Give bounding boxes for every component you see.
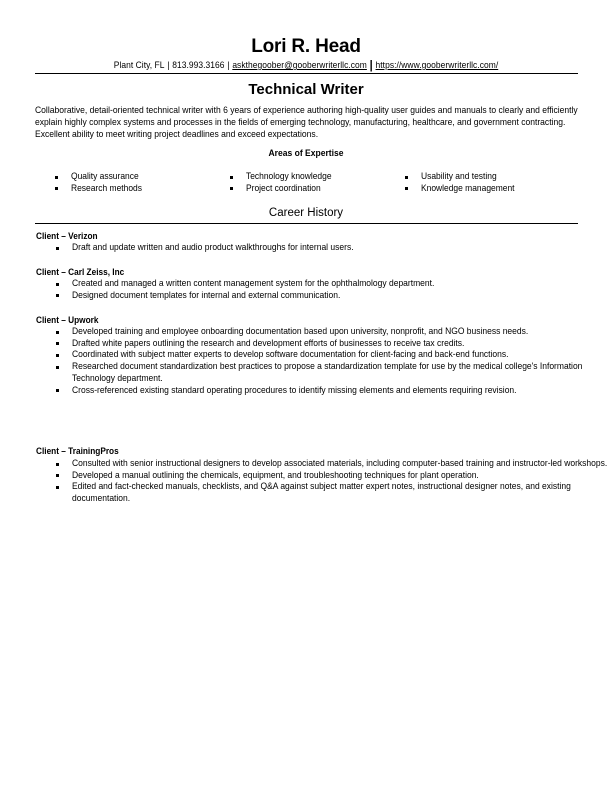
client-bullets-carl-zeiss bbox=[36, 278, 576, 301]
client-heading-verizon: Client – Verizon bbox=[36, 231, 98, 241]
bullet-icon bbox=[56, 331, 59, 334]
client-heading-upwork: Client – Upwork bbox=[36, 315, 99, 325]
list-item: Consulted with senior instructional designers to develop associated materials, including computer-based training and instructor-led workshops. bbox=[36, 458, 576, 470]
phone: 813.993.3166 bbox=[172, 60, 225, 70]
career-history-divider bbox=[35, 223, 578, 224]
candidate-name: Lori R. Head bbox=[251, 36, 361, 57]
bullet-icon bbox=[56, 247, 59, 250]
bullet-icon bbox=[56, 486, 59, 489]
list-item: Draft and update written and audio product walkthroughs for internal users. bbox=[36, 242, 576, 254]
bullet-icon bbox=[55, 176, 58, 179]
list-item: Drafted white papers outlining the research and development efforts of businesses to receive tax credits. bbox=[36, 338, 576, 350]
job-title: Technical Writer bbox=[248, 81, 364, 98]
bullet-icon bbox=[405, 176, 408, 179]
bullet-icon bbox=[55, 187, 58, 190]
location: Plant City, FL bbox=[113, 60, 165, 70]
summary-paragraph: Collaborative, detail-oriented technical writer with 6 years of experience authoring high-quality user guides and manuals to clearly and efficiently explain highly complex systems and processes in the fields of emerging technology, manufacturing, healthcare, and government contracting. Excellent ability to meet writing project deadlines and exceed expectations. bbox=[35, 105, 578, 139]
client-heading-carl-zeiss: Client – Carl Zeiss, Inc bbox=[36, 267, 125, 277]
list-item: Coordinated with subject matter experts to develop software documentation for client-facing and back-end functions. bbox=[36, 349, 576, 361]
bullet-icon bbox=[230, 187, 233, 190]
separator: | bbox=[167, 60, 170, 70]
website-link[interactable]: https://www.gooberwriterllc.com/ bbox=[375, 60, 499, 70]
bullet-icon bbox=[56, 294, 59, 297]
list-item: Developed training and employee onboarding documentation based upon university, nonprofit, and NGO business needs. bbox=[36, 326, 576, 338]
list-item: Created and managed a written content management system for the ophthalmology department. bbox=[36, 278, 576, 290]
separator: | bbox=[227, 60, 230, 70]
bullet-icon bbox=[56, 342, 59, 345]
client-heading-trainingpros: Client – TrainingPros bbox=[36, 446, 119, 456]
header-divider bbox=[35, 73, 578, 74]
list-item: Researched document standardization best practices to propose a standardization template for use by the medical college's Information Technology department. bbox=[36, 361, 576, 384]
client-bullets-upwork bbox=[36, 326, 583, 396]
resume-page: Lori R. Head Plant City, FL | 813.993.3166 | askthegoober@gooberwriterllc.com | https://www.gooberwriterllc.com/ Technical Writer Collaborative, detail-oriented technical writer with 6 years of experience authoring high-quality user guides and manuals to clearly and efficiently explain highly complex systems and processes in the fields of emerging technology, manufacturing, healthcare, and government contracting. Excellent ability to meet writing project deadlines and exceed expectations. Areas of Expertise Quality assurance Research methods Technology knowledge Project coordination Usability and testing Knowledge management Career History Client – Verizon Draft and update written and audio product walkthroughs for internal users. Client – Carl Zeiss, Inc Created and managed a written content management system for the ophthalmology department. Designed document templates for internal and external communication. Client – Upwork Developed training and employee onboarding documentation based upon university, nonprofit, and NGO business needs. Drafted white papers outlining the research and development efforts of businesses to receive tax credits. Coordinated with subject matter experts to develop software documentation for client-facing and back-end functions. Researched document standardization best practices to propose a standardization template for use by the medical college's Information Technology department. Cross-referenced existing standard operating procedures to identify missing elements and elements requiring revision. Client – TrainingPros Consulted with senior instructional designers to develop associated materials, including computer-based training and instructor-led workshops. Developed a manual outlining the chemicals, equipment, and troubleshooting techniques for plant operation. Edited and fact-checked manuals, checklists, and Q&A against subject matter expert notes, instructional designer notes, and existing documentation. bbox=[0, 0, 612, 792]
list-item: Developed a manual outlining the chemicals, equipment, and troubleshooting techniques for plant operation. bbox=[36, 470, 576, 482]
email-link[interactable]: askthegoober@gooberwriterllc.com bbox=[232, 60, 367, 70]
bullet-icon bbox=[56, 283, 59, 286]
bullet-icon bbox=[230, 176, 233, 179]
bullet-icon bbox=[405, 187, 408, 190]
client-bullets-verizon bbox=[36, 242, 576, 254]
areas-of-expertise-heading: Areas of Expertise bbox=[268, 148, 344, 159]
bullet-icon bbox=[56, 389, 59, 392]
bullet-icon bbox=[56, 366, 59, 369]
list-item: Designed document templates for internal and external communication. bbox=[36, 290, 576, 302]
list-item: Edited and fact-checked manuals, checklists, and Q&A against subject matter expert notes, instructional designer notes, and existing documentation. bbox=[36, 481, 576, 504]
bullet-icon bbox=[56, 463, 59, 466]
client-bullets-trainingpros bbox=[36, 458, 608, 505]
contact-line bbox=[24, 60, 587, 70]
career-history-heading: Career History bbox=[268, 207, 344, 219]
bullet-icon bbox=[56, 354, 59, 357]
bullet-icon bbox=[56, 474, 59, 477]
list-item: Cross-referenced existing standard operating procedures to identify missing elements and elements requiring revision. bbox=[36, 385, 576, 397]
separator: | bbox=[369, 58, 373, 72]
